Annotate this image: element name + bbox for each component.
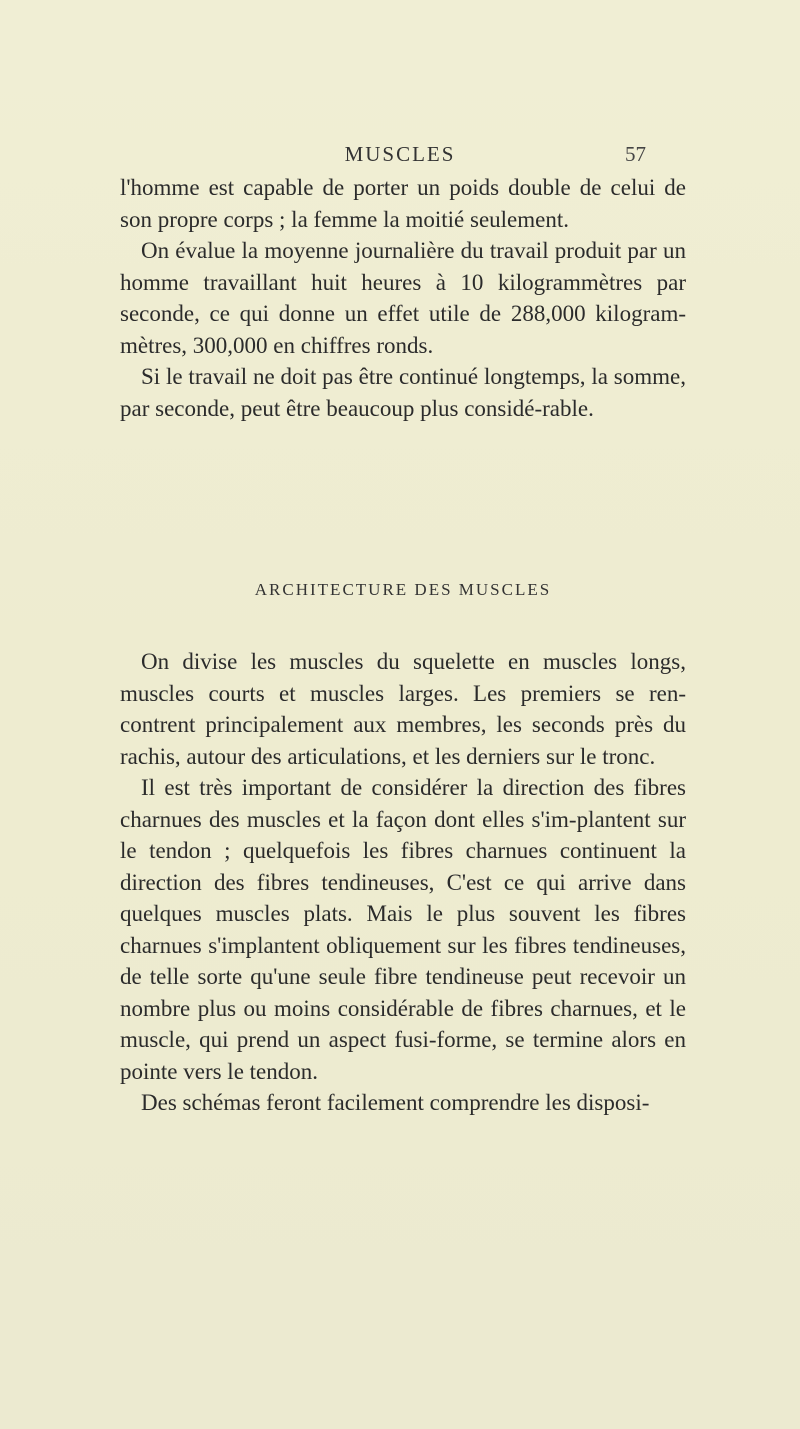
paragraph: l'homme est capable de porter un poids double de celui de son propre corps ; la femme la moitié seulement. xyxy=(120,175,686,232)
paragraph: On divise les muscles du squelette en muscles longs, muscles courts et muscles larges. Les premiers se ren-contrent principalement aux membres, les seconds près du rachis, autour des articulations, et les derniers sur le tronc. xyxy=(120,649,686,769)
paragraph: On évalue la moyenne journalière du travail produit par un homme travaillant huit heures à 10 kilogrammètres par seconde, ce qui donne un effet utile de 288,000 kilogram-mètres, 300,000 en chiffres ronds. xyxy=(120,238,686,358)
text-block-muscle-architecture xyxy=(120,646,686,1119)
running-title: MUSCLES xyxy=(344,142,456,166)
paragraph: Il est très important de considérer la direction des fibres charnues des muscles et la façon dont elles s'im-plantent sur le tendon ; quelquefois les fibres charnues continuent la direction des fibres tendineuses, C'est ce qui arrive dans quelques muscles plats. Mais le plus souvent les fibres charnues s'implantent obliquement sur les fibres tendineuses, de telle sorte qu'une seule fibre tendineuse peut recevoir un nombre plus ou moins considérable de fibres charnues, et le muscle, qui prend un aspect fusi-forme, se termine alors en pointe vers le tendon. xyxy=(120,775,686,1084)
page-header xyxy=(0,138,800,168)
paragraph: Si le travail ne doit pas être continué longtemps, la somme, par seconde, peut être beaucoup plus considé-rable. xyxy=(120,364,686,421)
paragraph: Des schémas feront facilement comprendre les disposi- xyxy=(141,1090,650,1115)
section-heading: ARCHITECTURE DES MUSCLES xyxy=(254,580,552,599)
text-block-work-capacity xyxy=(120,172,686,424)
page-number: 57 xyxy=(625,142,646,166)
